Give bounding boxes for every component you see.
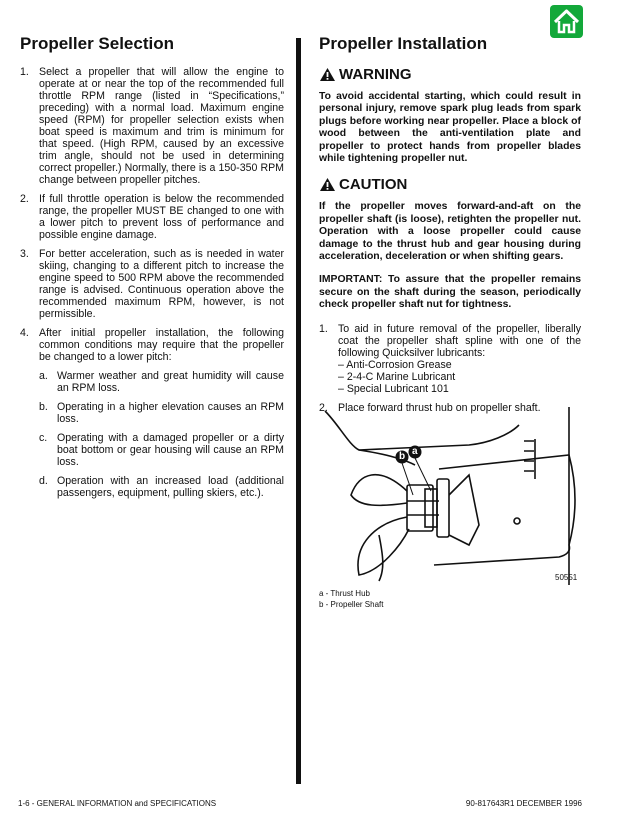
condition-sublist [39, 370, 284, 499]
list-item: 1. To aid in future removal of the propeller, liberally coat the propeller shaft spline with one of the following Quicksilver lubricants: – Anti-Corrosion Grease – 2-4-C Marine Lubricant – Special Lubricant 101 [319, 322, 581, 395]
lubricant-item: – 2-4-C Marine Lubricant [338, 370, 456, 383]
section-heading-propeller-installation: Propeller Installation [319, 34, 488, 53]
right-column [319, 34, 581, 421]
gearcase-illustration [319, 405, 583, 585]
callout-b: b [399, 451, 406, 462]
figure-legend [319, 588, 383, 610]
figure-number: 50551 [555, 573, 578, 582]
list-item: 2. Place forward thrust hub on propeller shaft. [319, 401, 541, 414]
warning-text: To avoid accidental starting, which could result in personal injury, remove spark plug leads from spark plugs before working near propeller. Place a block of wood between the anti-ventilation plate and propeller to protect hands from propeller blades while tightening propeller nut. [319, 91, 581, 165]
warning-heading: WARNING [319, 66, 581, 83]
sub-list-item: a. Warmer weather and great humidity will cause an RPM loss. [39, 370, 284, 394]
legend-item-a: a - Thrust Hub [319, 589, 370, 598]
column-divider [296, 38, 301, 784]
lubricant-item: – Anti-Corrosion Grease [338, 358, 452, 371]
lubricant-item: – Special Lubricant 101 [338, 382, 449, 395]
sub-list-item: c. Operating with a damaged propeller or a dirty boat bottom or gear housing will cause an RPM loss. [39, 432, 284, 468]
list-item: 3. For better acceleration, such as is needed in water skiing, changing to a different pitch to increase the engine speed to 500 RPM above the recommended range is advised. Continuous operation above the recommended maximum RPM, however, is not permissible. [20, 248, 284, 320]
warning-triangle-icon [319, 67, 336, 82]
footer-document-number: 90-817643R1 DECEMBER 1996 [465, 799, 582, 808]
legend-item-b: b - Propeller Shaft [319, 600, 384, 609]
list-item: 2. If full throttle operation is below the recommended range, the propeller MUST BE changed to one with a lower pitch to prevent loss of performance and possible engine damage. [20, 193, 284, 241]
caution-text: If the propeller moves forward-and-aft on the propeller shaft (is loose), retighten the propeller nut. Operation with a loose propeller could cause damage to the thrust hub and gear housing during acceleration, deceleration or when shifting gears. [319, 201, 581, 263]
important-note: IMPORTANT: To assure that the propeller remains secure on the shaft during the season, periodically check propeller shaft nut for tightness. [319, 274, 581, 311]
section-heading-propeller-selection: Propeller Selection [20, 34, 174, 53]
selection-steps [20, 66, 284, 499]
list-item: 4. After initial propeller installation, the following common conditions may require that the propeller be changed to a lower pitch: a. Warmer weather and great humidity will cause an RPM loss. b. Operating in a higher elevation causes an RPM loss. c. Operating with a damaged propeller or a dirty boat bottom or gear housing will cause an RPM loss. d. Operation with an increased load (additional passengers, equipment, pulling skiers, etc.). [20, 327, 284, 499]
footer-section-title: 1-6 - GENERAL INFORMATION and SPECIFICATIONS [18, 799, 217, 808]
sub-list-item: d. Operation with an increased load (additional passengers, equipment, pulling skiers, etc.). [39, 475, 284, 499]
caution-heading: CAUTION [319, 176, 581, 193]
list-item: 1. Select a propeller that will allow the engine to operate at or near the top of the recommended full throttle RPM range (listed in “Specifications,” preceding) with a normal load. Maximum engine speed (RPM) for propeller selection exists when boat speed is maximum and trim is minimum for that speed. (High RPM, caused by an excessive trim angle, should not be used in determining correct propeller.) Normally, there is a 150-350 RPM change between propeller pitches. [20, 66, 284, 186]
left-column [20, 34, 284, 506]
sub-list-item: b. Operating in a higher elevation causes an RPM loss. [39, 401, 284, 425]
installation-steps [319, 323, 581, 414]
gearcase-drawing [319, 405, 583, 585]
callout-a: a [412, 446, 418, 457]
warning-triangle-icon [319, 177, 336, 192]
